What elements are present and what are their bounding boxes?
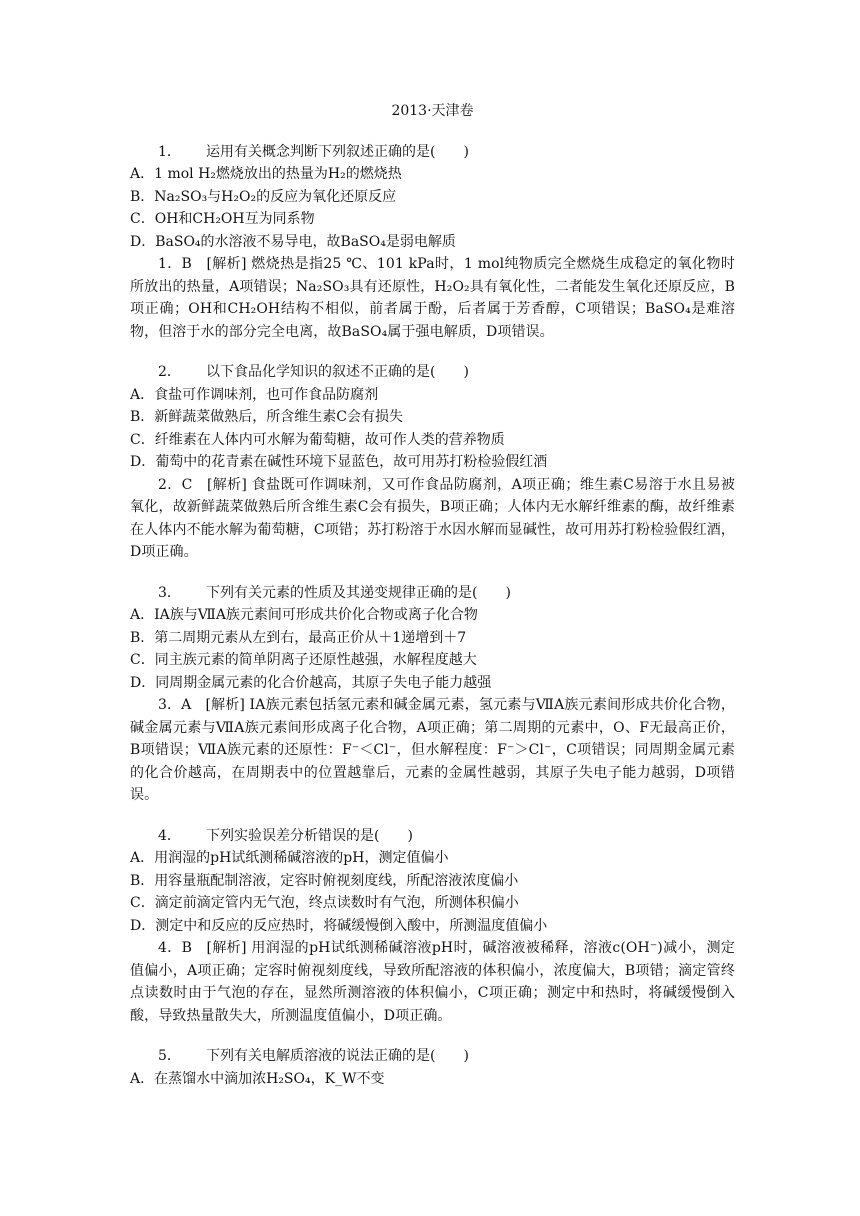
answer-label: 4．B [解析] — [158, 940, 247, 956]
option-a: A．1 mol H₂燃烧放出的热量为H₂的燃烧热 — [130, 166, 402, 182]
option-a: A．在蒸馏水中滴加浓H₂SO₄，K_W不变 — [130, 1070, 385, 1087]
question-3 — [130, 582, 735, 807]
question-stem — [130, 582, 735, 605]
option-b: B．Na₂SO₃与H₂O₂的反应为氧化还原反应 — [130, 188, 397, 205]
option-c: C．OH和CH₂OH互为同系物 — [130, 211, 315, 227]
question-number: 1． — [158, 143, 181, 160]
document-title: 2013·天津卷 — [391, 103, 474, 119]
answer-explanation — [130, 694, 735, 807]
answer-explanation — [130, 937, 735, 1027]
option-c: C．纤维素在人体内可水解为葡萄糖，故可作人类的营养物质 — [130, 431, 505, 448]
question-5 — [130, 1045, 735, 1090]
option-a: A．食盐可作调味剂，也可作食品防腐剂 — [130, 386, 379, 403]
question-stem — [130, 1045, 735, 1068]
question-number: 3． — [158, 584, 181, 601]
option-d: D．葡萄中的花青素在碱性环境下显蓝色，故可用苏打粉检验假红酒 — [130, 454, 548, 470]
question-stem — [130, 141, 735, 164]
option-d: D．BaSO₄的水溶液不易导电，故BaSO₄是弱电解质 — [130, 233, 456, 250]
option-b: B．第二周期元素从左到右，最高正价从＋1递增到＋7 — [130, 629, 467, 646]
question-stem — [130, 825, 735, 848]
option-a: A．ⅠA族与ⅦA族元素间可形成共价化合物或离子化合物 — [130, 607, 478, 623]
question-text: 下列实验误差分析错误的是( ) — [206, 827, 413, 844]
option-b: B．用容量瓶配制溶液，定容时俯视刻度线，所配溶液浓度偏小 — [130, 872, 519, 889]
option-a: A．用润湿的pH试纸测稀碱溶液的pH，测定值偏小 — [130, 850, 449, 866]
question-text: 以下食品化学知识的叙述不正确的是( ) — [206, 364, 469, 380]
question-1 — [130, 141, 735, 344]
answer-label: 1．B [解析] — [158, 256, 247, 272]
answer-text: 食盐既可作调味剂，又可作食品防腐剂，A项正确；维生素C易溶于水且易被氧化，故新鲜蔬菜做熟后所含维生素C会有损失，B项正确；人体内无水解纤维素的酶，故纤维素在人体内不能水解为葡萄糖，C项错；苏打粉溶于水因水解而显碱性，故可用苏打粉检验假红酒，D项正确。 — [130, 476, 735, 560]
question-2 — [130, 361, 735, 564]
answer-explanation — [130, 253, 735, 343]
option-c: C．滴定前滴定管内无气泡，终点读数时有气泡，所测体积偏小 — [130, 895, 519, 911]
question-number: 2． — [158, 364, 181, 380]
answer-text: 燃烧热是指25 ℃、101 kPa时，1 mol纯物质完全燃烧生成稳定的氧化物时所放出的热量，A项错误；Na₂SO₃具有还原性，H₂O₂具有氧化性，二者能发生氧化还原反应，B项正确；OH和CH₂OH结构不相似，前者属于酚，后者属于芳香醇，C项错误；BaSO₄是难溶物，但溶于水的部分完全电离，故BaSO₄属于强电解质，D项错误。 — [130, 256, 735, 340]
question-text: 下列有关电解质溶液的说法正确的是( ) — [206, 1048, 469, 1064]
question-stem — [130, 361, 735, 384]
answer-label: 2．C [解析] — [158, 476, 247, 493]
option-d: D．测定中和反应的反应热时，将碱缓慢倒入酸中，所测温度值偏小 — [130, 917, 548, 934]
question-text: 下列有关元素的性质及其递变规律正确的是( ) — [206, 584, 511, 601]
answer-label: 3．A [解析] — [158, 697, 245, 713]
document-page — [130, 100, 735, 1090]
question-number: 4． — [158, 827, 181, 844]
option-d: D．同周期金属元素的化合价越高，其原子失电子能力越强 — [130, 674, 492, 691]
question-4 — [130, 825, 735, 1028]
question-number: 5． — [158, 1048, 181, 1064]
question-text: 运用有关概念判断下列叙述正确的是( ) — [206, 143, 469, 160]
option-c: C．同主族元素的简单阴离子还原性越强，水解程度越大 — [130, 652, 477, 668]
option-b: B．新鲜蔬菜做熟后，所含维生素C会有损失 — [130, 409, 403, 425]
answer-text: ⅠA族元素包括氢元素和碱金属元素，氢元素与ⅦA族元素间形成共价化合物，碱金属元素与ⅦA族元素间形成离子化合物，A项正确；第二周期的元素中，O、F无最高正价，B项错误；ⅦA族元素的还原性：F⁻＜Cl⁻，但水解程度：F⁻＞Cl⁻，C项错误；同周期金属元素的化合价越高，在周期表中的位置越靠后，元素的金属性越弱，其原子失电子能力越弱，D项错误。 — [130, 697, 735, 803]
answer-text: 用润湿的pH试纸测稀碱溶液pH时，碱溶液被稀释，溶液c(OH⁻)减小，测定值偏小，A项正确；定容时俯视刻度线，导致所配溶液的体积偏小，浓度偏大，B项错；滴定管终点读数时由于气泡的存在，显然所测溶液的体积偏小，C项正确；测定中和热时，将碱缓慢倒入酸，导致热量散失大，所测温度值偏小，D项正确。 — [130, 940, 735, 1024]
answer-explanation — [130, 474, 735, 564]
